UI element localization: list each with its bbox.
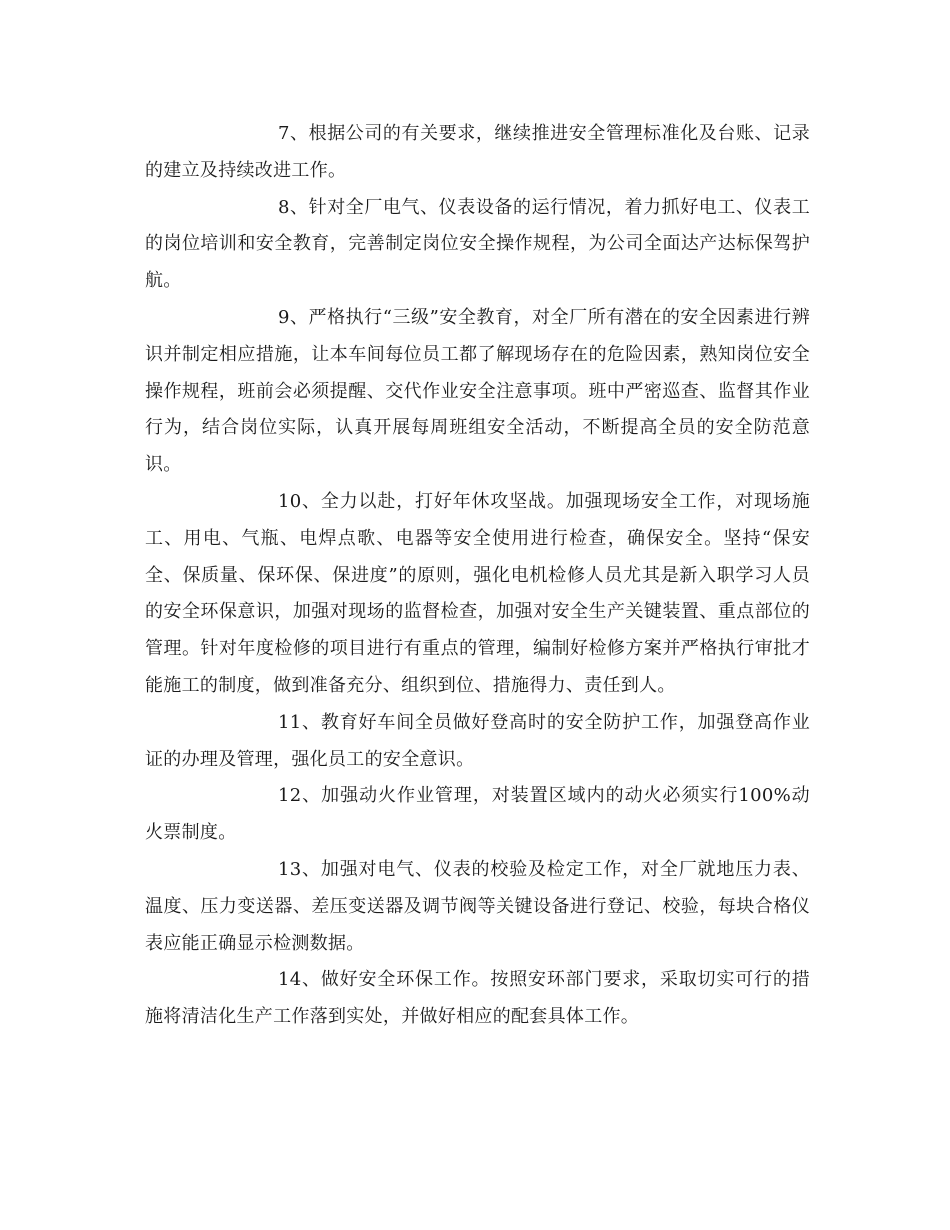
paragraph-item-11: 11、教育好车间全员做好登高时的安全防护工作，加强登高作业证的办理及管理，强化员工的安全意识。 — [145, 711, 810, 770]
paragraph-item-14: 14、做好安全环保工作。按照安环部门要求，采取切实可行的措施将清洁化生产工作落到实处，并做好相应的配套具体工作。 — [145, 969, 810, 1028]
paragraph-item-12: 12、加强动火作业管理，对装置区域内的动火必须实行100%动火票制度。 — [145, 785, 810, 844]
paragraph-item-10: 10、全力以赴，打好年休攻坚战。加强现场安全工作，对现场施工、用电、气瓶、电焊点歌、电器等安全使用进行检查，确保安全。坚持“保安全、保质量、保环保、保进度”的原则，强化电机检修人员尤其是新入职学习人员的安全环保意识，加强对现场的监督检查，加强对安全生产关键装置、重点部位的管理。针对年度检修的项目进行有重点的管理，编制好检修方案并严格执行审批才能施工的制度，做到准备充分、组织到位、措施得力、责任到人。 — [145, 490, 810, 696]
document-body — [145, 116, 810, 1036]
paragraph-item-8: 8、针对全厂电气、仪表设备的运行情况，着力抓好电工、仪表工的岗位培训和安全教育，完善制定岗位安全操作规程，为公司全面达产达标保驾护航。 — [145, 196, 810, 292]
paragraph-item-7: 7、根据公司的有关要求，继续推进安全管理标准化及台账、记录的建立及持续改进工作。 — [145, 123, 810, 181]
paragraph-item-9: 9、严格执行“三级”安全教育，对全厂所有潜在的安全因素进行辨识并制定相应措施，让本车间每位员工都了解现场存在的危险因素，熟知岗位安全操作规程，班前会必须提醒、交代作业安全注意事项。班中严密巡查、监督其作业行为，结合岗位实际，认真开展每周班组安全活动，不断提高全员的安全防范意识。 — [145, 306, 810, 476]
paragraph-item-13: 13、加强对电气、仪表的校验及检定工作，对全厂就地压力表、温度、压力变送器、差压变送器及调节阀等关键设备进行登记、校验，每块合格仪表应能正确显示检测数据。 — [145, 858, 810, 954]
